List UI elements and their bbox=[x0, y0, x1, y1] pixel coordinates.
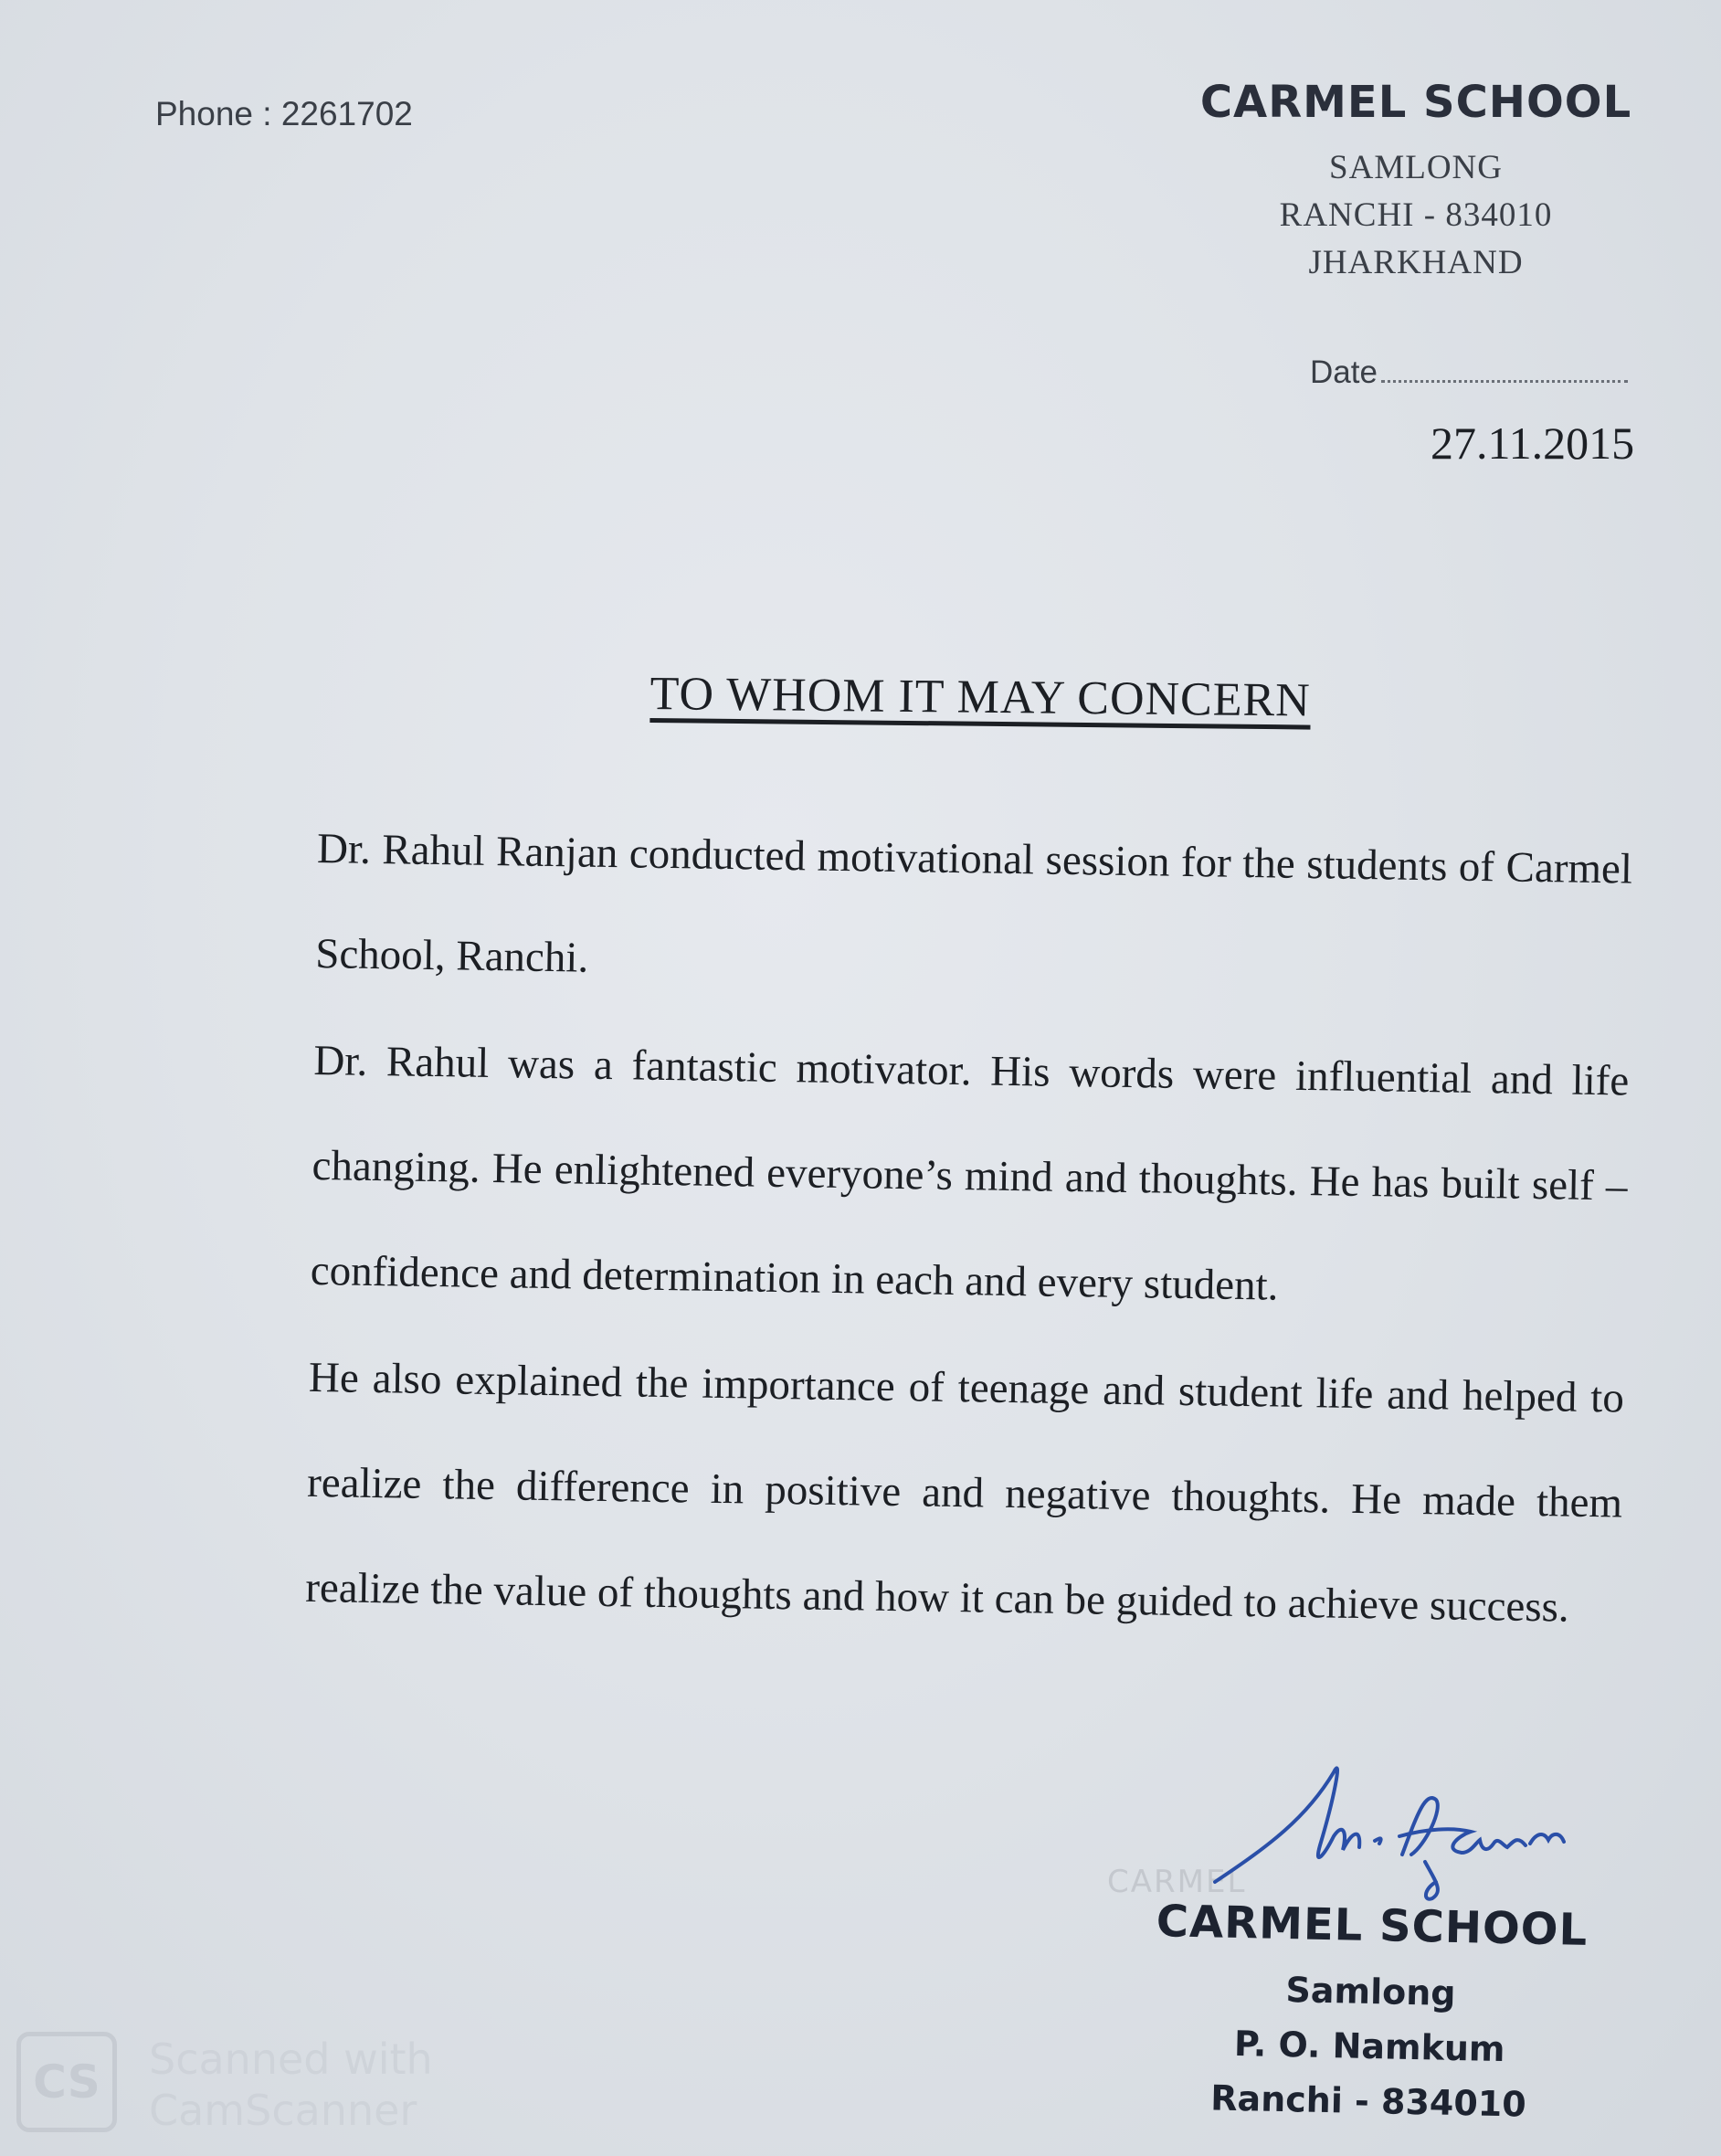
faint-stamp-impression: CARMEL bbox=[1107, 1864, 1247, 1900]
address-line-state: JHARKHAND bbox=[1308, 244, 1524, 281]
signature-stroke bbox=[1425, 1862, 1438, 1899]
paragraph-2: Dr. Rahul was a fantastic motivator. His words were influential and life changing. He enlightened everyone’s mind and thoughts. He has built self – confidence and determination in each and every student. bbox=[310, 1036, 1630, 1310]
watermark-text bbox=[149, 2034, 433, 2136]
school-stamp bbox=[1130, 1896, 1610, 2134]
stamp-line-locality: Samlong bbox=[1285, 1970, 1456, 2013]
date-value: 27.11.2015 bbox=[1431, 417, 1635, 469]
signature-stroke bbox=[1375, 1838, 1381, 1844]
handwritten-signature bbox=[1197, 1745, 1580, 1918]
signature-stroke bbox=[1530, 1834, 1564, 1844]
stamp-line-city: Ranchi - 834010 bbox=[1209, 2077, 1527, 2125]
letterhead-address bbox=[1178, 77, 1653, 287]
address-line-city: RANCHI - 834010 bbox=[1279, 196, 1553, 234]
camscanner-logo-icon: CS bbox=[16, 2032, 117, 2132]
phone-number: Phone : 2261702 bbox=[155, 95, 413, 132]
signature-stroke bbox=[1215, 1768, 1359, 1882]
camscanner-watermark bbox=[16, 2032, 491, 2141]
stamp-school-name: CARMEL SCHOOL bbox=[1156, 1896, 1589, 1956]
date-dotted-line bbox=[1381, 380, 1628, 383]
signature-stroke bbox=[1399, 1798, 1526, 1855]
stamp-line-post-office: P. O. Namkum bbox=[1233, 2023, 1506, 2070]
date-label: Date bbox=[1310, 354, 1378, 390]
watermark-line-1: Scanned with bbox=[149, 2034, 433, 2084]
paragraph-3: He also explained the importance of teenage and student life and helped to realize the difference in positive and negative thoughts. He made them realize the value of thoughts and how it can be guided to achieve success. bbox=[304, 1353, 1625, 1632]
letter-heading: TO WHOM IT MAY CONCERN bbox=[649, 667, 1312, 727]
paragraph-1: Dr. Rahul Ranjan conducted motivational session for the students of Carmel School, Ranchi. bbox=[314, 824, 1633, 982]
school-name: CARMEL SCHOOL bbox=[1199, 77, 1632, 128]
watermark-line-2: CamScanner bbox=[149, 2086, 417, 2135]
address-line-locality: SAMLONG bbox=[1329, 149, 1503, 186]
letter-body bbox=[304, 797, 1632, 1662]
date-field bbox=[1310, 354, 1628, 391]
